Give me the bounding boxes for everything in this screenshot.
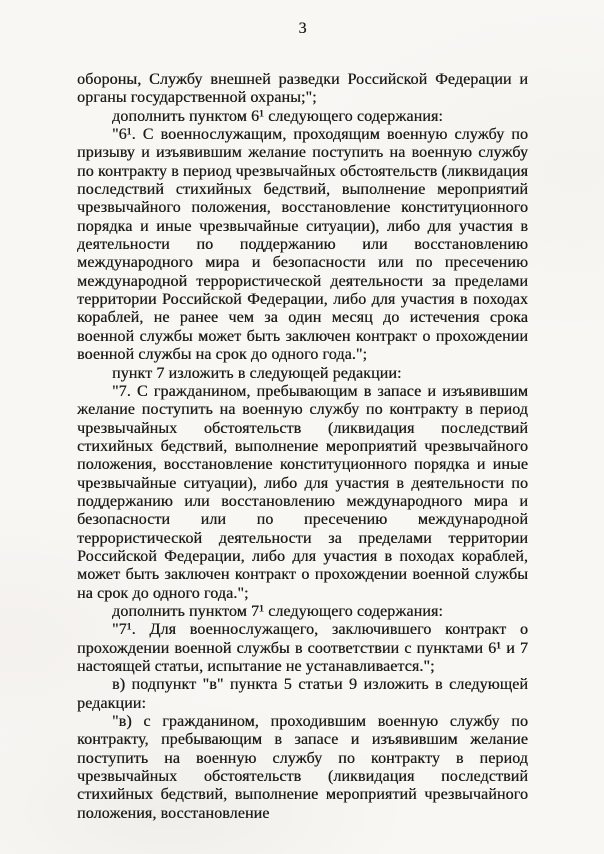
- paragraph: дополнить пунктом 6¹ следующего содержания:: [112, 107, 443, 125]
- page-number: 3: [298, 20, 307, 37]
- paragraph: в) подпункт "в" пункта 5 статьи 9 изложить в следующей редакции:: [77, 676, 528, 712]
- paragraph: "7¹. Для военнослужащего, заключившего контракт о прохождении военной службы в соответствии с пунктами 6¹ и 7 настоящей статьи, испытание не устанавливается.";: [77, 621, 528, 675]
- paragraph: обороны, Службу внешней разведки Российской Федерации и органы государственной охраны;";: [77, 71, 528, 107]
- paragraph: "6¹. С военнослужащим, проходящим военную службу по призыву и изъявившим желание поступить на военную службу по контракту в период чрезвычайных обстоятельств (ликвидация последствий стихийных бедствий, выполнение мероприятий чрезвычайного положения, восстановление конституционного порядка и иные чрезвычайные ситуации), либо для участия в деятельности по поддержанию или восстановлению международного мира и безопасности или по пресечению международной террористической деятельности за пределами территории Российской Федерации, либо для участия в походах кораблей, не ранее чем за один месяц до истечения срока военной службы может быть заключен контракт о прохождении военной службы на срок до одного года.";: [77, 126, 528, 364]
- paragraph: "7. С гражданином, пребывающим в запасе и изъявившим желание поступить на военную службу по контракту в период чрезвычайных обстоятельств (ликвидация последствий стихийных бедствий, выполнение мероприятий чрезвычайного положения, восстановление конституционного порядка и иные чрезвычайные ситуации), либо для участия в деятельности по поддержанию или восстановлению международного мира и безопасности или по пресечению международной террористической деятельности за пределами территории Российской Федерации, либо для участия в походах кораблей, может быть заключен контракт о прохождении военной службы на срок до одного года.";: [77, 382, 528, 602]
- document-body: [77, 71, 528, 823]
- paragraph: "в) с гражданином, проходившим военную службу по контракту, пребывающим в запасе и изъявившим желание поступить на военную службу по контракту в период чрезвычайных обстоятельств (ликвидация последствий стихийных бедствий, выполнение мероприятий чрезвычайного положения, восстановление: [77, 713, 528, 822]
- paragraph: пункт 7 изложить в следующей редакции:: [112, 364, 402, 382]
- paragraph: дополнить пунктом 7¹ следующего содержания:: [112, 602, 443, 620]
